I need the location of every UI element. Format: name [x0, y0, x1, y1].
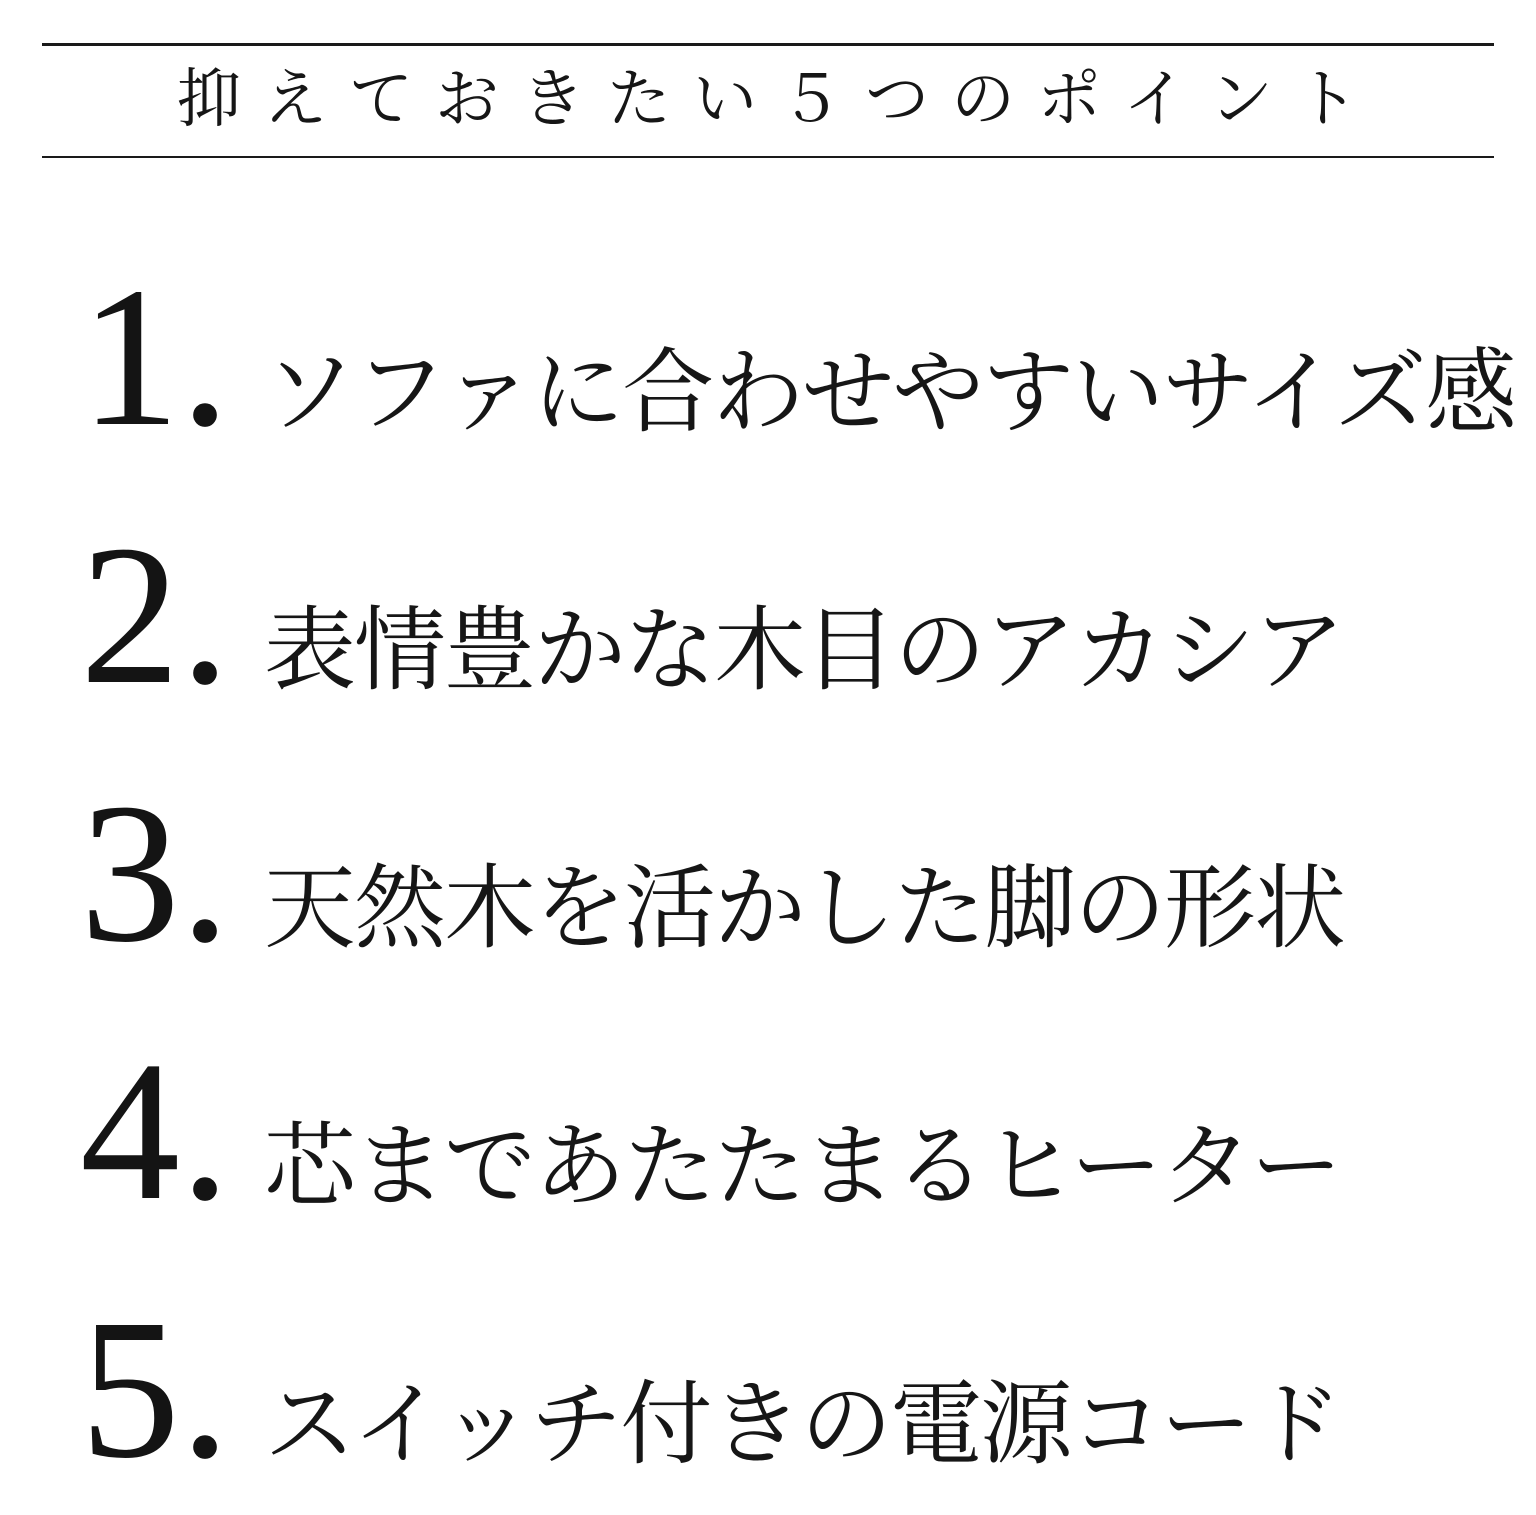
- point-label: スイッチ付きの電源コード: [264, 1374, 1341, 1476]
- point-label: 表情豊かな木目のアカシア: [264, 600, 1344, 702]
- point-number: 2.: [80, 505, 230, 726]
- list-item: [80, 247, 1536, 516]
- list-item: [80, 505, 1536, 774]
- title-band: [42, 43, 1494, 158]
- point-label: ソファに合わせやすいサイズ感: [264, 342, 1515, 444]
- point-number: 5.: [80, 1279, 230, 1500]
- points-list: [0, 247, 1536, 1515]
- point-number: 1.: [80, 247, 230, 468]
- list-item: [80, 763, 1536, 1032]
- point-number: 4.: [80, 1021, 230, 1242]
- point-label: 天然木を活かした脚の形状: [264, 858, 1345, 960]
- point-number: 3.: [80, 763, 230, 984]
- list-item: [80, 1021, 1536, 1290]
- list-item: [80, 1279, 1536, 1515]
- point-label: 芯まであたたまるヒーター: [264, 1116, 1341, 1218]
- page-title: 抑えておきたい５つのポイント: [177, 64, 1381, 135]
